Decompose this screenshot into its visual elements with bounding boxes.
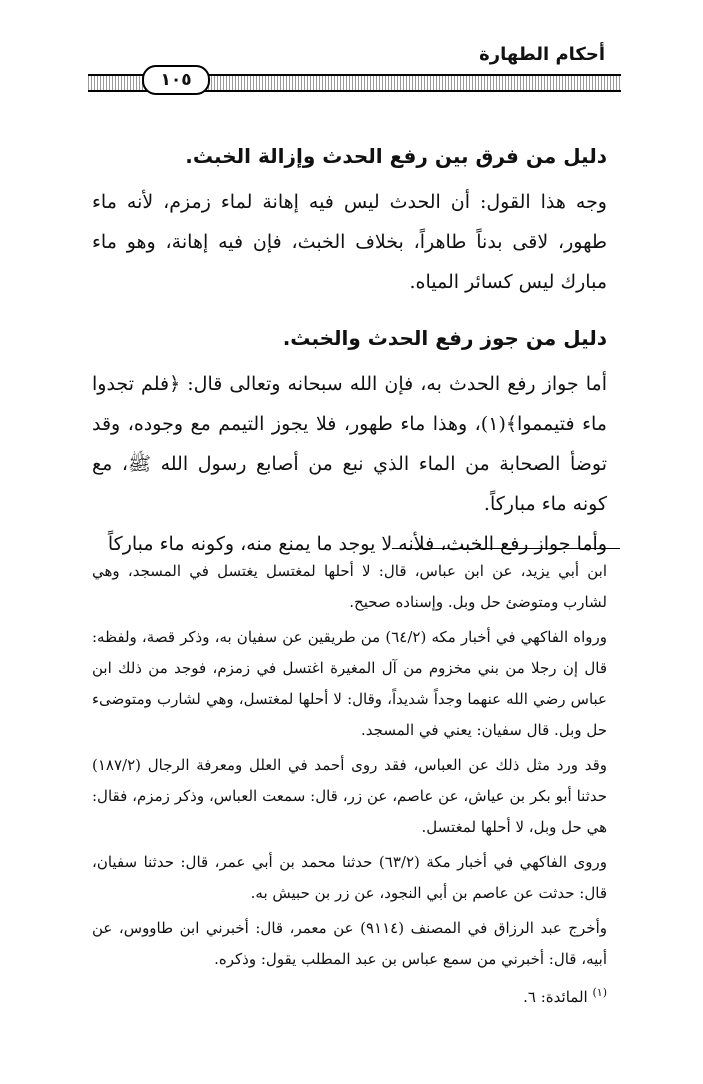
section-heading-2: دليل من جوز رفع الحدث والخبث.: [282, 326, 607, 350]
paragraph-3: وأما جواز رفع الخبث، فلأنه لا يوجد ما يمنع منه، وكونه ماء مباركاً: [107, 533, 607, 555]
page-number: ١٠٥: [142, 65, 210, 95]
paragraph-2: أما جواز رفع الحدث به، فإن الله سبحانه وتعالى قال: ﴿فلم تجدوا ماء فتيمموا﴾(١)، وهذا ماء طهور، فلا يجوز التيمم مع وجوده، وقد توضأ الصحابة من الماء الذي نبع من أصابع رسول الله ﷺ، مع كونه ماء مباركاً.: [92, 373, 607, 515]
footnote-paragraph-3: وقد ورد مثل ذلك عن العباس، فقد روى أحمد في العلل ومعرفة الرجال (١٨٧/٢) حدثنا أبو بكر بن عياش، عن عاصم، عن زر، قال: سمعت العباس، وذكر زمزم، فقال: هي حل وبل، لا أحلها لمغتسل.: [92, 756, 607, 836]
footnote-paragraph-4: وروى الفاكهي في أخبار مكة (٦٣/٢) حدثنا محمد بن أبي عمر، قال: حدثنا سفيان، قال: حدثت عن عاصم بن أبي النجود، عن زر بن حبيش به.: [92, 853, 608, 902]
footnote-separator: [392, 548, 620, 549]
section-heading-1: دليل من فرق بين رفع الحدث وإزالة الخبث.: [185, 144, 607, 168]
footnote-marker: (١): [592, 986, 607, 999]
footnote-paragraph-2: ورواه الفاكهي في أخبار مكه (٦٤/٢) من طريقين عن سفيان به، وذكر قصة، ولفظه: قال إن رجلا من بني مخزوم من آل المغيرة اغتسل في زمزم، فوجد من ذلك ابن عباس رضي الله عنهما وجداً شديداً، وقال: لا أحلها لمغتسل، وهي لشارب ومتوضىء حل وبل. قال سفيان: يعني في المسجد.: [92, 628, 608, 739]
main-text: [92, 138, 607, 564]
footnote-continuation: ابن أبي يزيد، عن ابن عباس، قال: لا أحلها لمغتسل يغتسل في المسجد، وهي لشارب ومتوضئ حل وبل. وإسناده صحيح.: [92, 562, 607, 611]
footnotes: [92, 556, 607, 1011]
footnote-1: [92, 979, 607, 1011]
footnote-1-text: المائدة: ٦.: [523, 988, 588, 1006]
paragraph-1: وجه هذا القول: أن الحدث ليس فيه إهانة لماء زمزم، لأنه ماء طهور، لاقى بدناً طاهراً، بخلاف الخبث، فإن فيه إهانة، وهو ماء مبارك ليس كسائر المياه.: [92, 191, 607, 293]
running-title: أحكام الطهارة: [479, 44, 605, 65]
footnote-paragraph-5: وأخرج عبد الرزاق في المصنف (٩١١٤) عن معمر، قال: أخبرني ابن طاووس، عن أبيه، قال: أخبرني من سمع عباس بن عبد المطلب يقول: وذكره.: [92, 919, 607, 968]
